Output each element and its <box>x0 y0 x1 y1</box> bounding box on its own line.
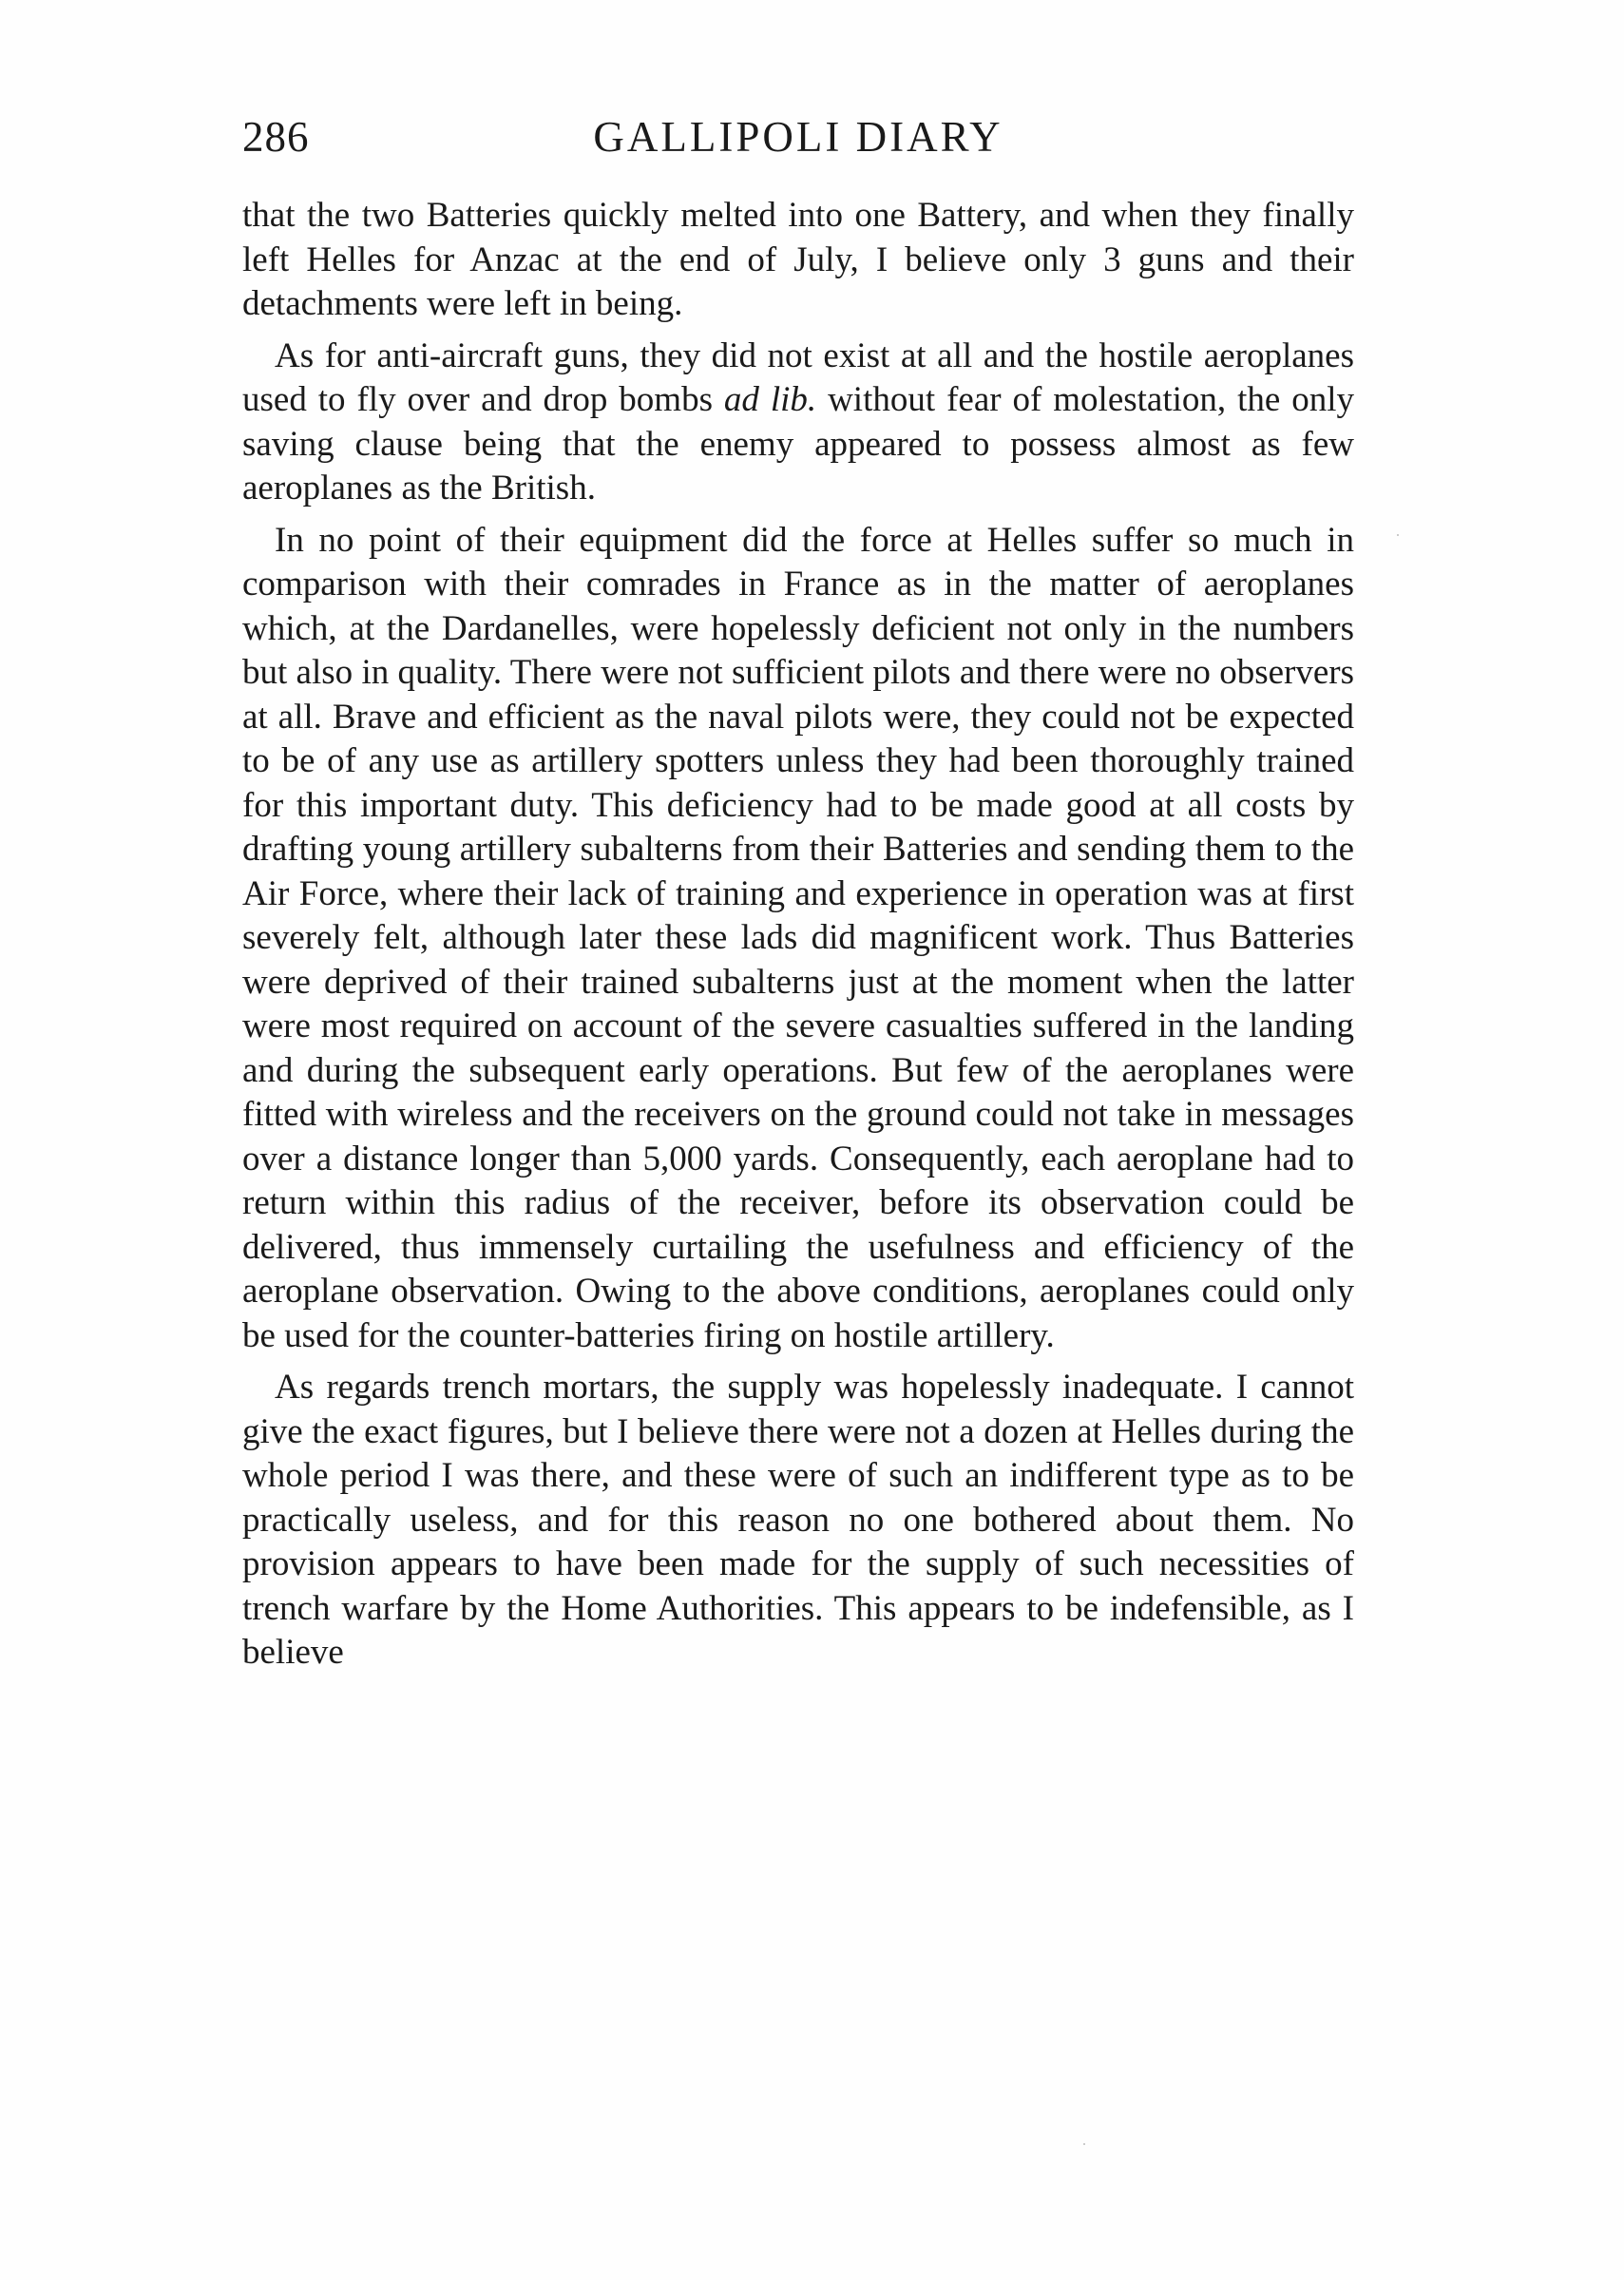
paper-speck <box>1397 534 1399 536</box>
paragraph-text: without fear of molestation, the only saving clause being that the enemy appeared to possess almost as few aeroplanes as the British. <box>242 380 1354 508</box>
paragraph-3 <box>242 519 1354 1359</box>
paragraph-text: As regards trench mortars, the supply was hopelessly inadequate. I cannot give the exact figures, but I believe there were not a dozen at Helles during the whole period I was there, and these were of such an indifferent type as to be practically useless, and for this reason no one bothered about them. No provision appears to have been made for the supply of such necessities of trench warfare by the Home Authorities. This appears to be indefensible, as I believe <box>242 1368 1354 1672</box>
italic-phrase: ad lib. <box>723 380 817 419</box>
paragraph-text: In no point of their equipment did the force at Helles suffer so much in comparison with their comrades in France as in the matter of aeroplanes which, at the Dardanelles, were hopelessly deficient not only in the numbers but also in quality. There were not sufficient pilots and there were no observers at all. Brave and efficient as the naval pilots were, they could not be expected to be of any use as artillery spotters unless they had been thoroughly trained for this important duty. This deficiency had to be made good at all costs by drafting young artillery subalterns from their Batteries and sending them to the Air Force, where their lack of training and experience in operation was at first severely felt, although later these lads did magnificent work. Thus Batteries were deprived of their trained subalterns just at the moment when the latter were most required on account of the severe casualties suffered in the landing and during the subsequent early operations. But few of the aeroplanes were fitted with wireless and the receivers on the ground could not take in messages over a distance longer than 5,000 yards. Consequently, each aeroplane had to return within this radius of the receiver, before its observation could be delivered, thus immensely curtailing the usefulness and efficiency of the aeroplane observation. Owing to the above conditions, aeroplanes could only be used for the counter-batteries firing on hostile artillery. <box>242 520 1354 1355</box>
paragraph-4 <box>242 1366 1354 1676</box>
paragraph-text: As for anti-aircraft guns, they did not exist at all and the hostile aeroplanes used to fly over and drop bombs <box>242 335 1354 419</box>
paper-speck <box>1083 2143 1085 2145</box>
page-number: 286 <box>242 113 310 161</box>
body-text <box>242 194 1354 1683</box>
page-header <box>242 112 1354 169</box>
paragraph-text: that the two Batteries quickly melted into one Battery, and when they finally left Helles for Anzac at the end of July, I believe only 3 guns and their detachments were left in being. <box>242 196 1354 323</box>
paragraph-1 <box>242 194 1354 327</box>
running-title: GALLIPOLI DIARY <box>593 113 1003 161</box>
paragraph-2 <box>242 335 1354 511</box>
